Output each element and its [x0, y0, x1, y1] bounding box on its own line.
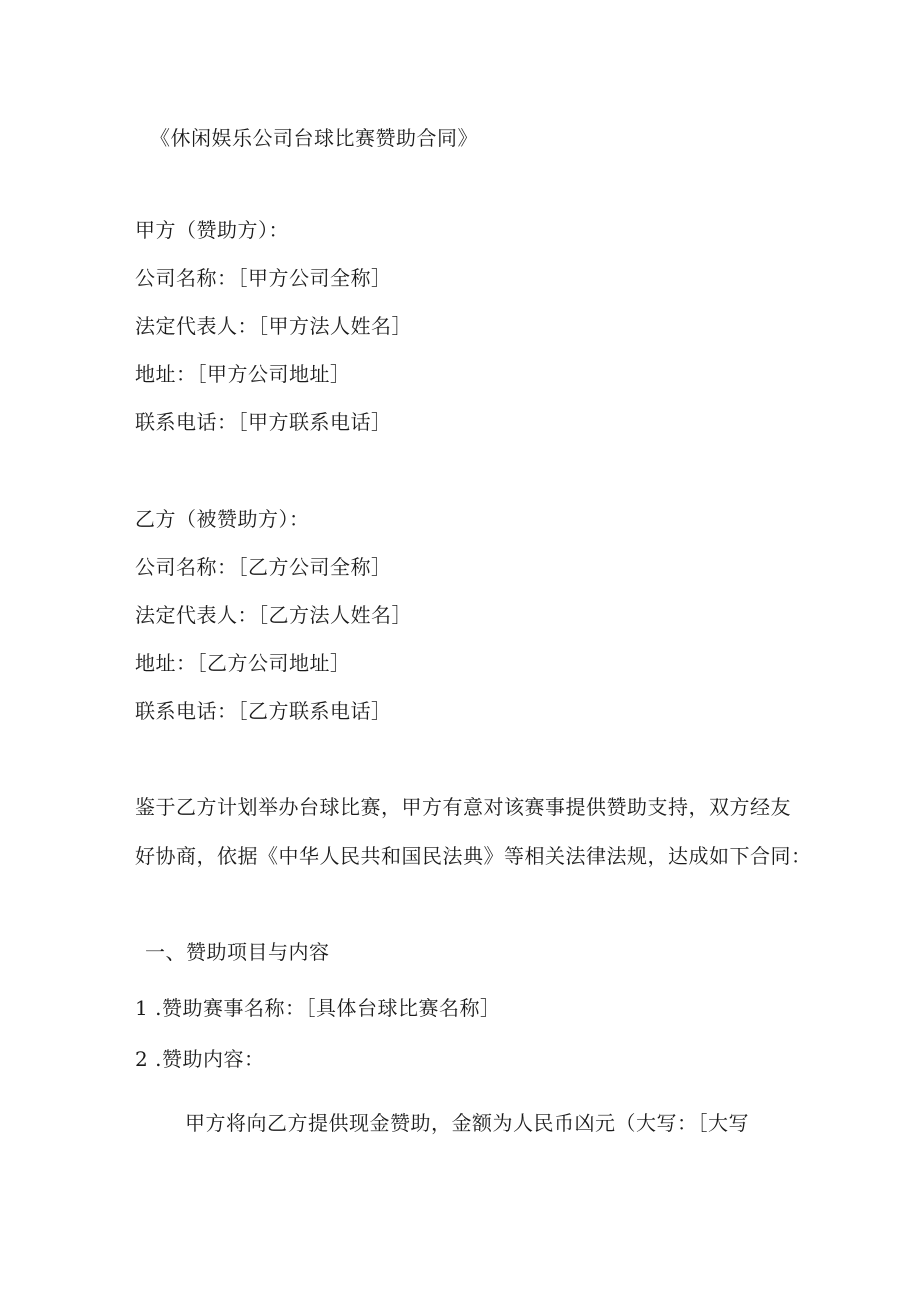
preamble-line-2: 好协商，依据《中华人民共和国民法典》等相关法律法规，达成如下合同：: [135, 844, 812, 868]
section-1-paragraph: 甲方将向乙方提供现金赞助，金额为人民币凶元（大写：［大写: [185, 1111, 749, 1135]
party-b-address: 地址：［乙方公司地址］: [135, 651, 351, 675]
party-b-heading: 乙方（被赞助方）：: [135, 507, 310, 531]
preamble-line-1: 鉴于乙方计划举办台球比赛，甲方有意对该赛事提供赞助支持，双方经友: [135, 795, 791, 819]
party-a-phone: 联系电话：［甲方联系电话］: [135, 410, 392, 434]
section-1-item-1: 1 .赞助赛事名称：［具体台球比赛名称］: [135, 996, 501, 1020]
party-a-company: 公司名称：［甲方公司全称］: [135, 266, 392, 290]
party-a-heading: 甲方（赞助方）：: [135, 218, 289, 242]
section-1-item-2: 2 .赞助内容：: [135, 1047, 265, 1071]
section-1-heading: 一、赞助项目与内容: [145, 940, 330, 964]
document-title: 《休闲娱乐公司台球比赛赞助合同》: [150, 126, 478, 150]
party-b-phone: 联系电话：［乙方联系电话］: [135, 699, 392, 723]
party-b-company: 公司名称：［乙方公司全称］: [135, 555, 392, 579]
party-b-representative: 法定代表人：［乙方法人姓名］: [135, 603, 412, 627]
party-a-representative: 法定代表人：［甲方法人姓名］: [135, 314, 412, 338]
party-a-address: 地址：［甲方公司地址］: [135, 362, 351, 386]
